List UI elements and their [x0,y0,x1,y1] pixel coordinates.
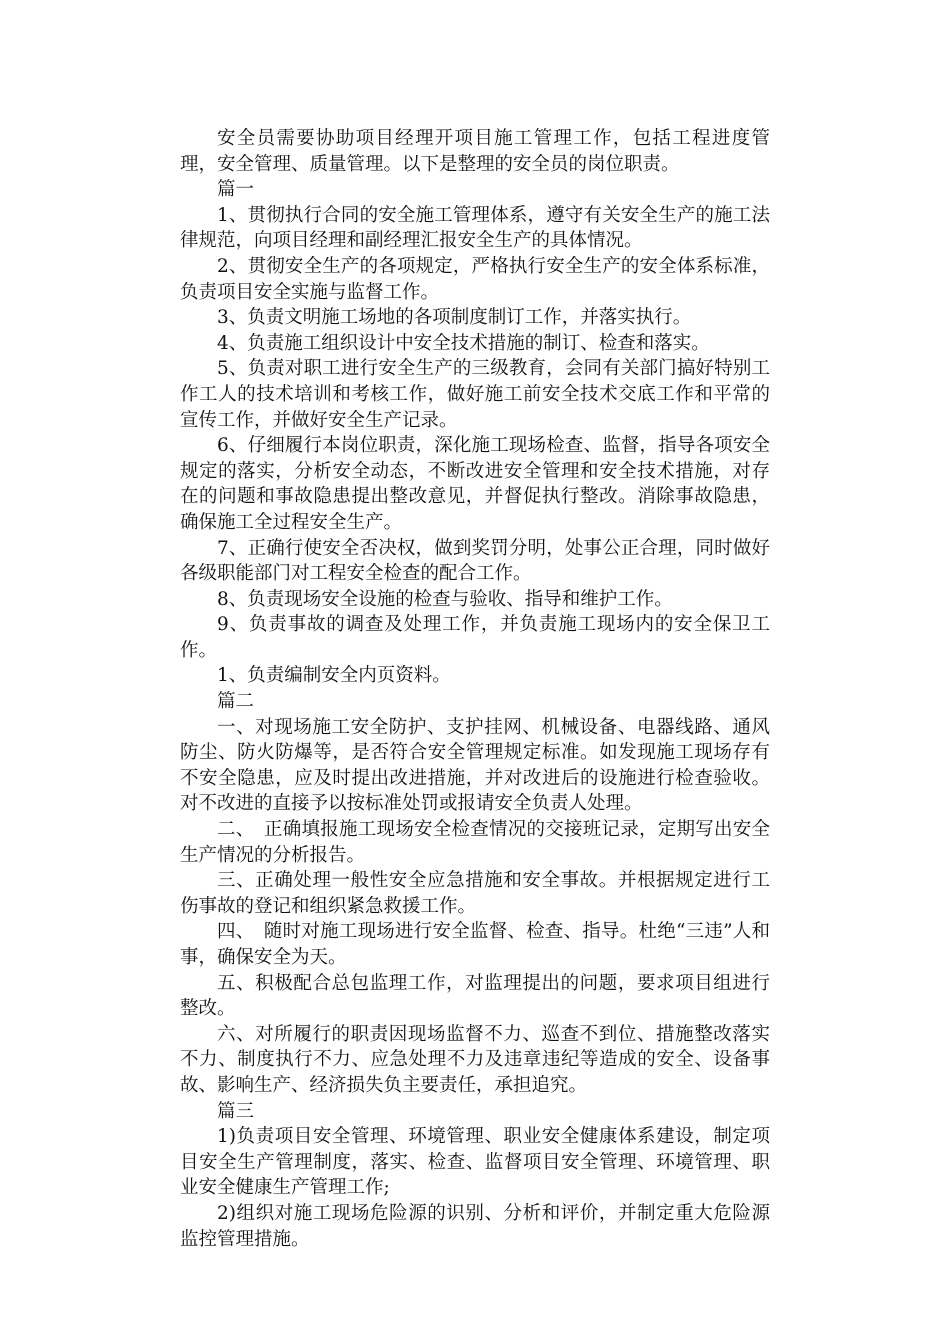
duty-paragraph: 3、负责文明施工场地的各项制度制订工作，并落实执行。 [217,307,692,329]
duty-paragraph: 1)负责项目安全管理、环境管理、职业安全健康体系建设，制定项目安全生产管理制度，落实、检查、监督项目安全管理、环境管理、职业安全健康生产管理工作; [180,1126,770,1199]
section-heading-3: 篇三 [217,1100,255,1122]
duty-paragraph: 7、正确行使安全否决权，做到奖罚分明，处事公正合理，同时做好各级职能部门对工程安全检查的配合工作。 [180,537,770,585]
duty-paragraph: 二、 正确填报施工现场安全检查情况的交接班记录，定期写出安全生产情况的分析报告。 [180,819,770,866]
duty-paragraph: 2、贯彻安全生产的各项规定，严格执行安全生产的安全体系标准，负责项目安全实施与监督工作。 [180,255,770,303]
duty-paragraph: 6、仔细履行本岗位职责，深化施工现场检查、监督，指导各项安全规定的落实，分析安全动态，不断改进安全管理和安全技术措施，对存在的问题和事故隐患提出整改意见，并督促执行整改。消除事故隐患，确保施工全过程安全生产。 [180,435,770,533]
duty-paragraph: 9、负责事故的调查及处理工作，并负责施工现场内的安全保卫工作。 [180,614,770,661]
section-heading-1: 篇一 [217,179,255,201]
duty-paragraph: 三、正确处理一般性安全应急措施和安全事故。并根据规定进行工伤事故的登记和组织紧急救援工作。 [180,870,770,917]
duty-paragraph: 2)组织对施工现场危险源的识别、分析和评价，并制定重大危险源监控管理措施。 [180,1202,770,1250]
duty-paragraph: 五、积极配合总包监理工作，对监理提出的问题，要求项目组进行整改。 [180,972,770,1020]
intro-paragraph: 安全员需要协助项目经理开项目施工管理工作，包括工程进度管理，安全管理、质量管理。以下是整理的安全员的岗位职责。 [180,128,770,175]
duty-paragraph: 一、对现场施工安全防护、支护挂网、机械设备、电器线路、通风防尘、防火防爆等，是否符合安全管理规定标准。如发现施工现场存有不安全隐患，应及时提出改进措施，并对改进后的设施进行检查验收。对不改进的直接予以按标准处罚或报请安全负责人处理。 [180,716,770,815]
duty-paragraph: 1、贯彻执行合同的安全施工管理体系，遵守有关安全生产的施工法律规范，向项目经理和副经理汇报安全生产的具体情况。 [180,204,770,252]
duty-paragraph: 4、负责施工组织设计中安全技术措施的制订、检查和落实。 [217,332,710,354]
section-heading-2: 篇二 [217,691,255,713]
document-body [180,126,770,1252]
duty-paragraph: 四、 随时对施工现场进行安全监督、检查、指导。杜绝“三违”人和事，确保安全为天。 [180,921,770,968]
duty-paragraph: 1、负责编制安全内页资料。 [217,665,451,687]
duty-paragraph: 六、对所履行的职责因现场监督不力、巡查不到位、措施整改落实不力、制度执行不力、应急处理不力及违章违纪等造成的安全、设备事故、影响生产、经济损失负主要责任，承担追究。 [180,1023,770,1096]
duty-paragraph: 5、负责对职工进行安全生产的三级教育，会同有关部门搞好特别工作工人的技术培训和考核工作，做好施工前安全技术交底工作和平常的宣传工作，并做好安全生产记录。 [180,358,770,431]
duty-paragraph: 8、负责现场安全设施的检查与验收、指导和维护工作。 [217,588,673,610]
